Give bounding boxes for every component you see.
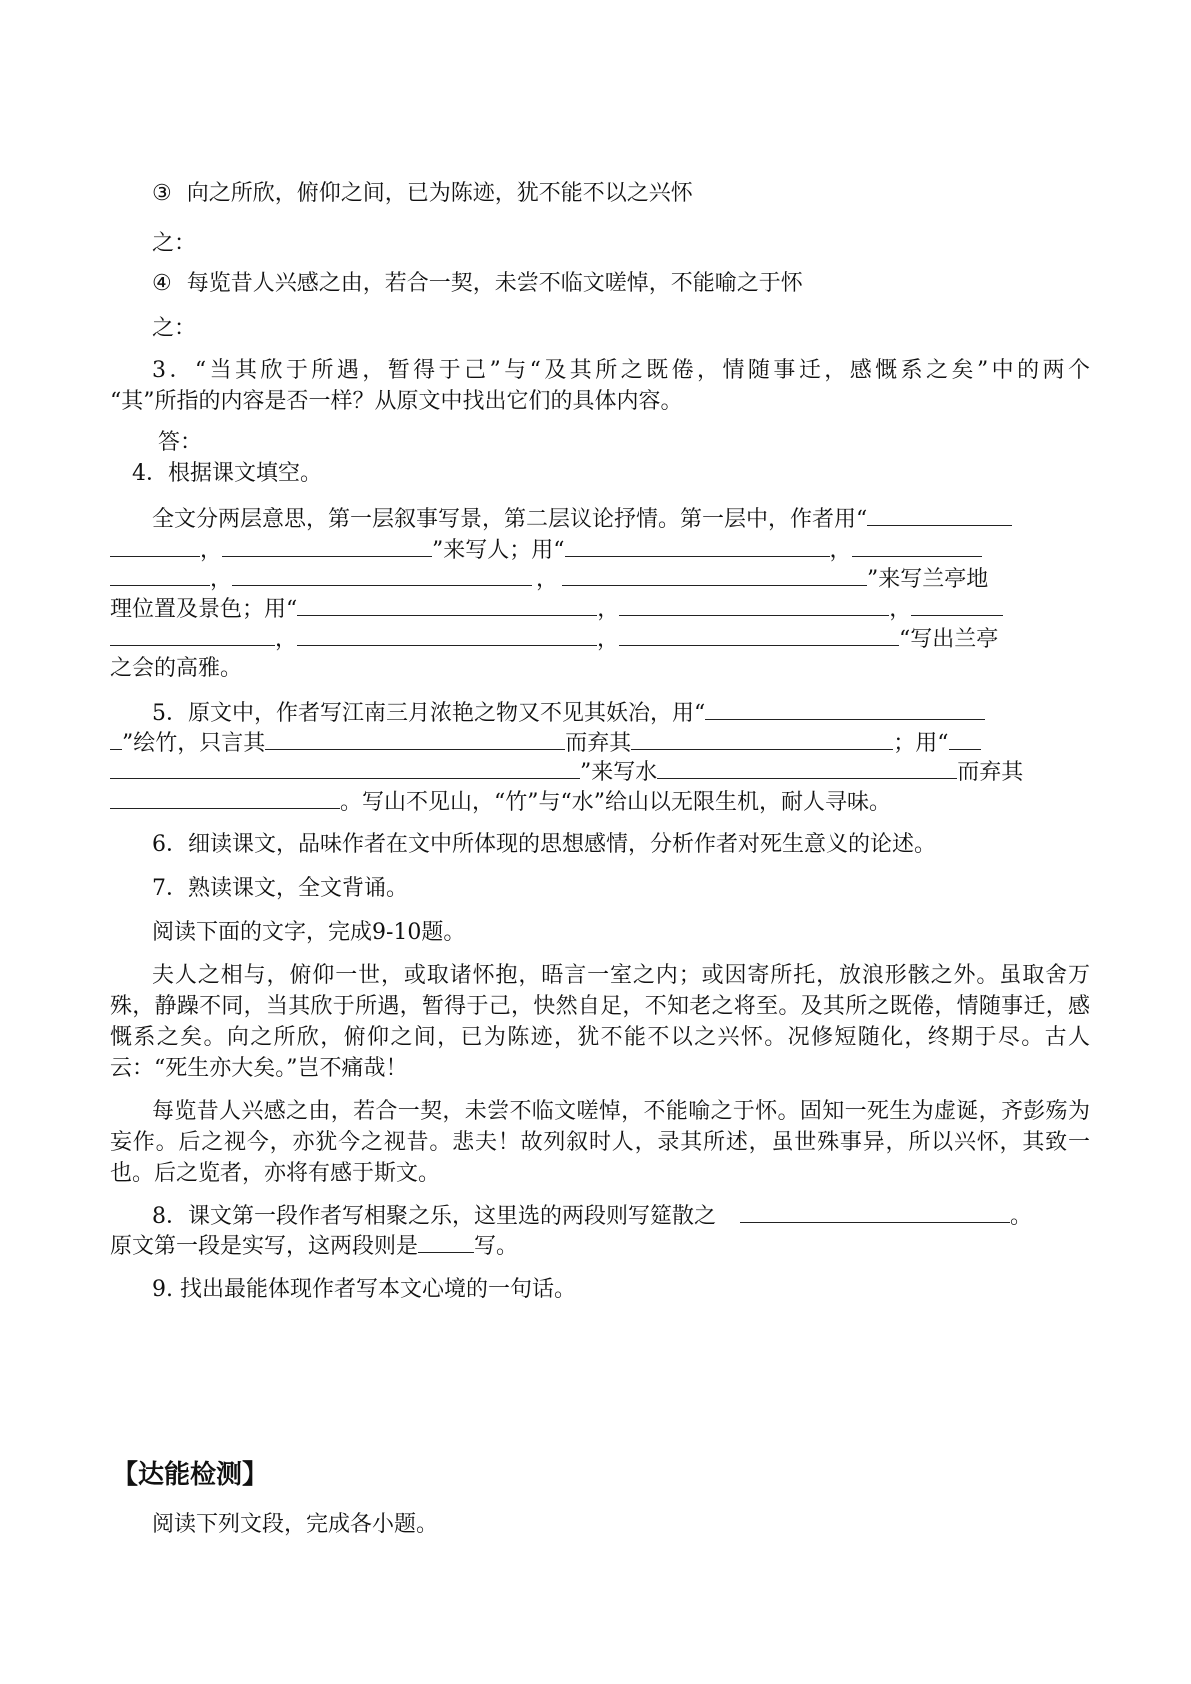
fill-blank[interactable] <box>110 727 122 750</box>
fill-blank[interactable] <box>911 593 1003 616</box>
fill-blank[interactable] <box>222 534 432 557</box>
question-4-title: 4．根据课文填空。 <box>132 461 322 486</box>
circled-item-4 <box>152 268 1090 299</box>
fill-blank[interactable] <box>657 756 957 779</box>
fill-blank[interactable] <box>418 1230 474 1253</box>
fill-blank[interactable] <box>110 786 340 809</box>
fill-blank[interactable] <box>110 563 210 586</box>
question-8-line-2: 原文第一段是实写，这两段则是 写。 <box>110 1230 1090 1262</box>
fill-blank[interactable] <box>110 534 200 557</box>
question-5-line-2: ”绘竹，只言其 而弃其 ；用“ <box>110 727 1090 759</box>
fill-blank[interactable] <box>705 697 985 720</box>
question-5-line-1: 5．原文中，作者写江南三月浓艳之物又不见其妖冶，用“ <box>152 697 1090 729</box>
fill-blank[interactable] <box>867 503 1012 526</box>
answer-label: 答： <box>158 430 203 455</box>
fill-blank[interactable] <box>619 593 889 616</box>
fill-blank[interactable] <box>852 534 982 557</box>
question-3-line-1: 3．“当其欣于所遇，暂得于己”与“及其所之既倦，情随事迁，感慨系之矣”中的两个 <box>152 358 1090 383</box>
question-4-line-4: 理位置及景色；用“ ， ， <box>110 593 1090 625</box>
item-text: 每览昔人兴感之由，若合一契，未尝不临文嗟悼，不能喻之于怀 <box>186 271 803 296</box>
question-4-line-3: ， ， ”来写兰亭地 <box>110 563 1090 595</box>
question-4-line-2: ， ”来写人；用“ ， <box>110 534 1090 566</box>
item-number: ④ <box>152 271 172 296</box>
passage-paragraph-1: 夫人之相与，俯仰一世，或取诸怀抱，晤言一室之内；或因寄所托，放浪形骸之外。虽取舍万殊，静躁不同，当其欣于所遇，暂得于己，快然自足，不知老之将至。及其所之既倦，情随事迁，感慨系之矣。向之所欣，俯仰之间，已为陈迹，犹不能不以之兴怀。况修短随化，终期于尽。古人云：“死生亦大矣。”岂不痛哉！ <box>110 963 1090 1081</box>
fill-blank[interactable] <box>110 756 580 779</box>
fill-blank[interactable] <box>265 727 565 750</box>
question-5-line-4: 。写山不见山，“竹”与“水”给山以无限生机，耐人寻味。 <box>110 786 1090 818</box>
question-4-line-5: ， ， “写出兰亭 <box>110 623 1090 655</box>
fill-blank[interactable] <box>297 623 597 646</box>
section-heading: 【达能检测】 <box>112 1460 269 1490</box>
question-6: 6．细读课文，品味作者在文中所体现的思想感情，分析作者对死生意义的论述。 <box>152 832 936 857</box>
circled-item-3 <box>152 178 1090 209</box>
fill-blank[interactable] <box>619 623 899 646</box>
question-3-line-2: “其”所指的内容是否一样？从原文中找出它们的具体内容。 <box>110 389 683 414</box>
question-4-line-1: 全文分两层意思，第一层叙事写景，第二层议论抒情。第一层中，作者用“ <box>152 503 1090 535</box>
fill-blank[interactable] <box>565 534 830 557</box>
item-text: 向之所欣，俯仰之间，已为陈迹，犹不能不以之兴怀 <box>186 181 693 206</box>
section-instructions: 阅读下列文段，完成各小题。 <box>152 1512 439 1537</box>
fill-blank[interactable] <box>297 593 597 616</box>
question-8-line-1: 8．课文第一段作者写相聚之乐，这里选的两段则写筵散之 。 <box>152 1200 1090 1232</box>
fill-blank[interactable] <box>232 563 532 586</box>
fill-blank[interactable] <box>631 727 893 750</box>
question-5-line-3: ”来写水 而弃其 <box>110 756 1090 788</box>
reading-instructions: 阅读下面的文字，完成9-10题。 <box>152 920 466 945</box>
fill-blank[interactable] <box>110 623 275 646</box>
question-9: 9. 找出最能体现作者写本文心境的一句话。 <box>152 1277 576 1302</box>
question-4-line-6: 之会的高雅。 <box>110 656 243 681</box>
answer-prefix: 之： <box>152 316 197 341</box>
question-7: 7．熟读课文，全文背诵。 <box>152 876 408 901</box>
answer-prefix: 之： <box>152 231 197 256</box>
passage-paragraph-2: 每览昔人兴感之由，若合一契，未尝不临文嗟悼，不能喻之于怀。固知一死生为虚诞，齐彭殇为妄作。后之视今，亦犹今之视昔。悲夫！故列叙时人，录其所述，虽世殊事异，所以兴怀，其致一也。后之览者，亦将有感于斯文。 <box>110 1099 1090 1186</box>
fill-blank[interactable] <box>949 727 981 750</box>
fill-blank[interactable] <box>562 563 867 586</box>
item-number: ③ <box>152 181 172 206</box>
fill-blank[interactable] <box>740 1200 1010 1223</box>
